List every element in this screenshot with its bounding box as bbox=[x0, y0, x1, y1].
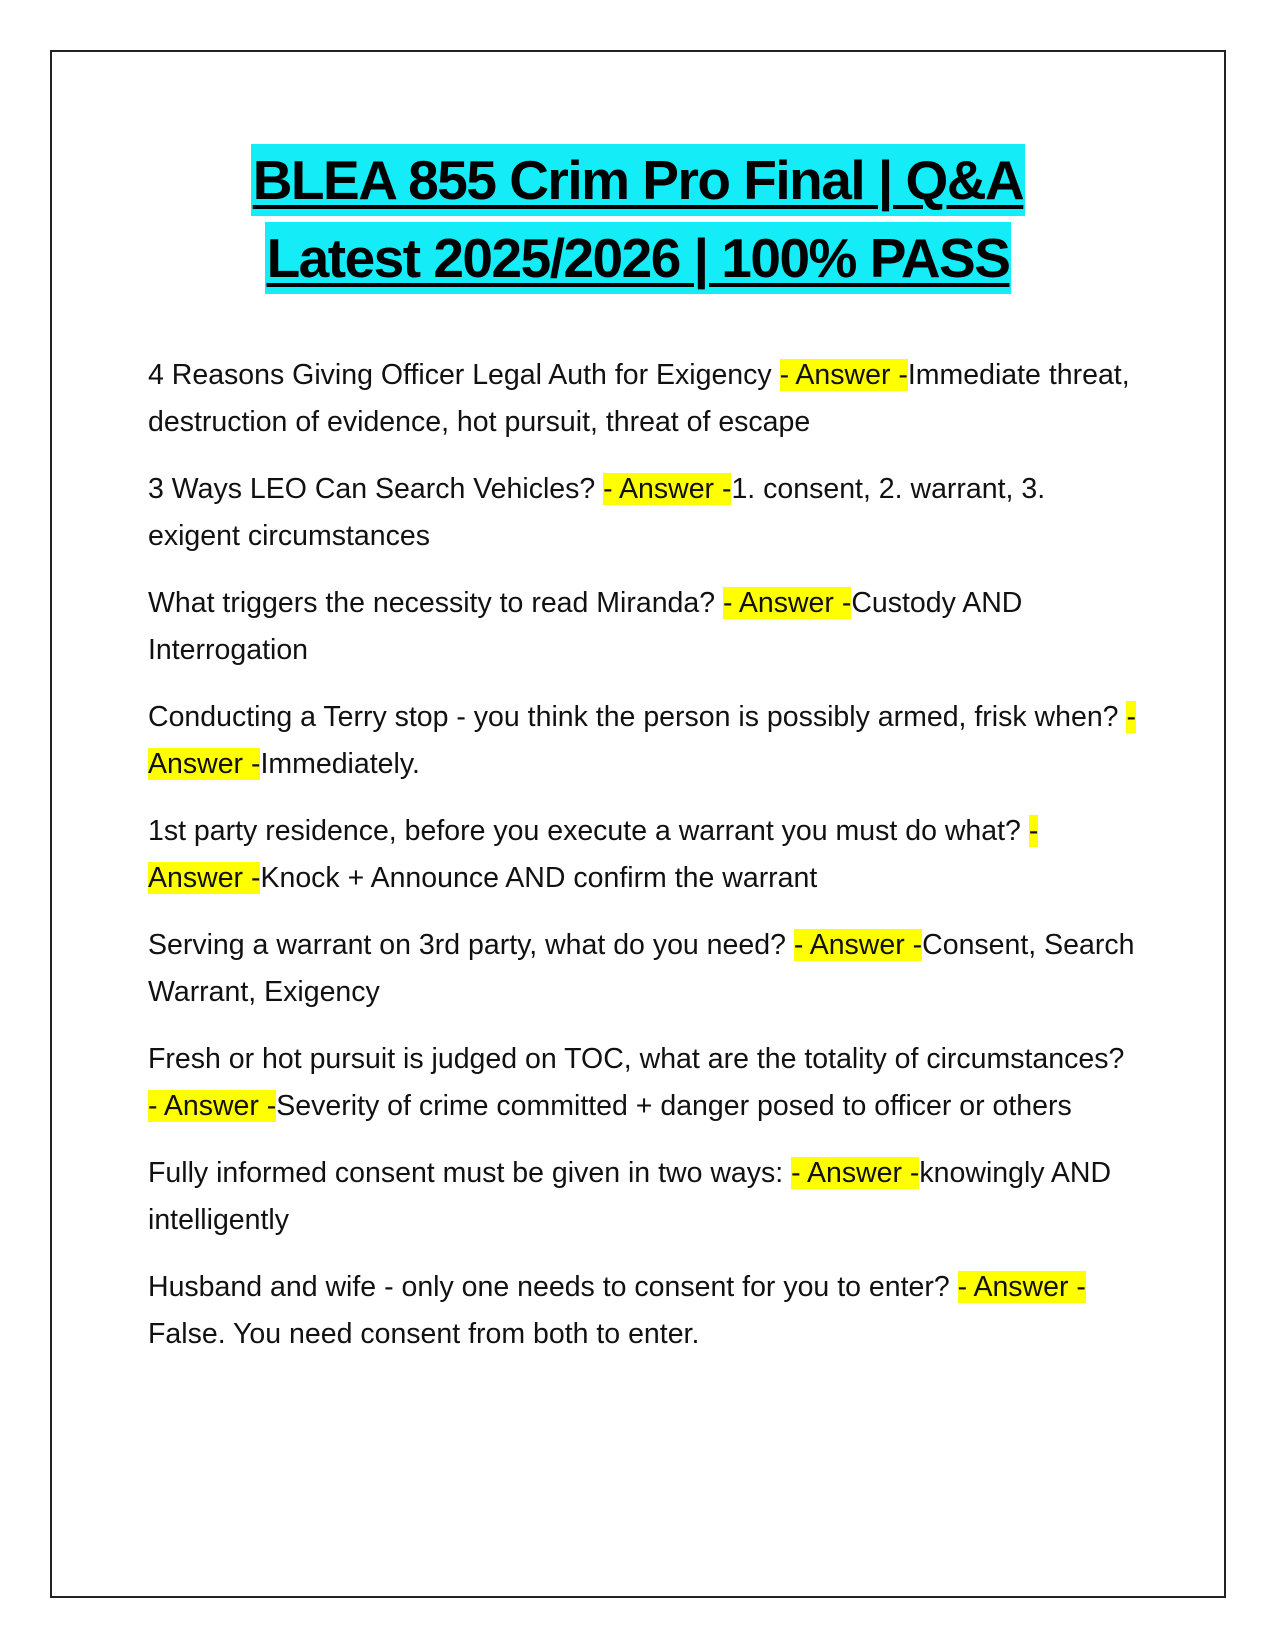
qa-answer: Immediate threat, destruction of evidence, hot pursuit, threat of escape bbox=[148, 359, 1130, 438]
qa-question: Serving a warrant on 3rd party, what do you need? bbox=[148, 929, 794, 961]
qa-answer: knowingly AND intelligently bbox=[148, 1157, 1112, 1236]
qa-item bbox=[148, 694, 1138, 788]
qa-question: Conducting a Terry stop - you think the person is possibly armed, frisk when? bbox=[148, 701, 1127, 733]
answer-highlight: - Answer - bbox=[148, 815, 1039, 894]
title-line-2: Latest 2025/2026 | 100% PASS bbox=[265, 222, 1012, 294]
qa-item bbox=[148, 580, 1138, 674]
qa-question: 3 Ways LEO Can Search Vehicles? bbox=[148, 473, 604, 505]
qa-answer: False. You need consent from both to enter. bbox=[148, 1318, 700, 1350]
answer-highlight: - Answer - bbox=[793, 929, 923, 961]
answer-highlight: - Answer - bbox=[779, 359, 908, 391]
qa-answer: Consent, Search Warrant, Exigency bbox=[148, 929, 1135, 1008]
qa-item bbox=[148, 808, 1138, 902]
qa-answer: Knock + Announce AND confirm the warrant bbox=[260, 862, 818, 894]
qa-item bbox=[148, 1150, 1138, 1244]
qa-answer: Severity of crime committed + danger posed to officer or others bbox=[276, 1090, 1072, 1122]
qa-answer: 1. consent, 2. warrant, 3. exigent circumstances bbox=[148, 473, 1046, 552]
qa-question: 1st party residence, before you execute a warrant you must do what? bbox=[148, 815, 1029, 847]
qa-item bbox=[148, 1264, 1138, 1358]
answer-highlight: - Answer - bbox=[148, 701, 1136, 780]
qa-answer: Custody AND Interrogation bbox=[148, 587, 1023, 666]
qa-item bbox=[148, 1036, 1138, 1130]
qa-question: Fully informed consent must be given in two ways: bbox=[148, 1157, 792, 1189]
answer-highlight: - Answer - bbox=[791, 1157, 920, 1189]
title-line-1: BLEA 855 Crim Pro Final | Q&A bbox=[251, 144, 1026, 216]
qa-question: Fresh or hot pursuit is judged on TOC, what are the totality of circumstances? bbox=[148, 1043, 1125, 1075]
page-frame bbox=[50, 50, 1226, 1598]
answer-highlight: - Answer - bbox=[148, 1090, 277, 1122]
qa-item bbox=[148, 466, 1138, 560]
answer-highlight: - Answer - bbox=[603, 473, 732, 505]
qa-item bbox=[148, 922, 1138, 1016]
answer-highlight: - Answer - bbox=[723, 587, 852, 619]
qa-question: Husband and wife - only one needs to consent for you to enter? bbox=[148, 1271, 958, 1303]
answer-highlight: - Answer - bbox=[957, 1271, 1086, 1303]
qa-question: 4 Reasons Giving Officer Legal Auth for Exigency bbox=[148, 359, 780, 391]
qa-answer: Immediately. bbox=[260, 748, 420, 780]
qa-question: What triggers the necessity to read Miranda? bbox=[148, 587, 724, 619]
document-title bbox=[52, 144, 1224, 300]
qa-list bbox=[148, 352, 1138, 1378]
qa-item bbox=[148, 352, 1138, 446]
